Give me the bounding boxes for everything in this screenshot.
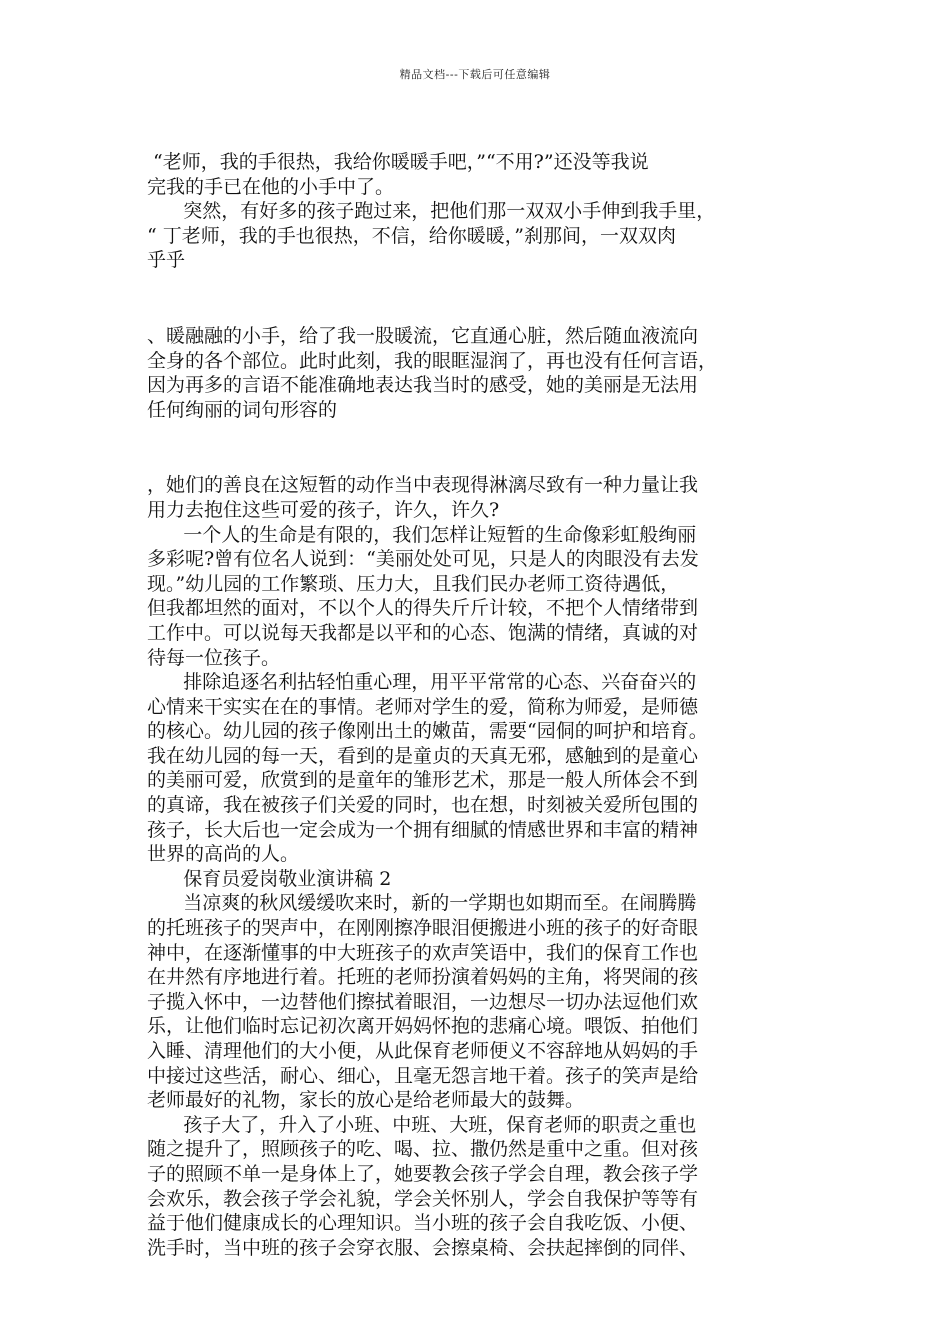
text-line: 多彩呢?曾有位名人说到：“美丽处处可见，只是人的肉眼没有去发 [147,548,699,571]
text-line: 任何绚丽的词句形容的 [147,398,338,421]
text-line: 孩子，长大后也一定会成为一个拥有细腻的情感世界和丰富的精神 [147,818,699,841]
text-line: 老师最好的礼物，家长的放心是给老师最大的鼓舞。 [147,1089,585,1112]
text-line: 益于他们健康成长的心理知识。当小班的孩子会自我吃饭、小便、 [147,1212,699,1235]
text-line: 但我都坦然的面对，不以个人的得失斤斤计较，不把个人情绪带到 [147,597,699,620]
text-line: 突然，有好多的孩子跑过来，把他们那一双双小手伸到我手里， [147,200,716,223]
text-line: 工作中。可以说每天我都是以平和的心态、饱满的情绪，真诚的对 [147,621,699,644]
text-line: 排除追逐名利拈轻怕重心理，用平平常常的心态、兴奋奋兴的 [147,671,697,694]
text-line: 心情来干实实在在的事情。老师对学生的爱，简称为师爱，是师德 [147,695,699,718]
text-line: “ 丁老师，我的手也很热，不信，给你暖暖，”刹那间，一双双肉 [147,224,676,247]
text-line: 在井然有序地进行着。托班的老师扮演着妈妈的主角，将哭闹的孩 [147,966,699,989]
text-line: 子揽入怀中，一边替他们擦拭着眼泪，一边想尽一切办法逗他们欢 [147,990,699,1013]
text-line: 的托班孩子的哭声中，在刚刚擦净眼泪便搬进小班的孩子的好奇眼 [147,917,699,940]
text-line: ，她们的善良在这短暂的动作当中表现得淋漓尽致有一种力量让我 [147,474,699,497]
text-line: 完我的手已在他的小手中了。 [147,175,395,198]
text-line: 现。”幼儿园的工作繁琐、压力大，且我们民办老师工资待遇低， [147,572,680,595]
text-line: 的真谛，我在被孩子们关爱的同时，也在想，时刻被关爱所包围的 [147,794,699,817]
text-line: 会欢乐，教会孩子学会礼貌，学会关怀别人，学会自我保护等等有 [147,1187,699,1210]
text-line: 乐，让他们临时忘记初次离开妈妈怀抱的悲痛心境。喂饭、拍他们 [147,1015,699,1038]
text-line: 子的照顾不单一是身体上了，她要教会孩子学会自理，教会孩子学 [147,1162,699,1185]
text-line: 孩子大了，升入了小班、中班、大班，保育老师的职责之重也 [147,1113,697,1136]
text-line: 用力去抱住这些可爱的孩子，许久，许久? [147,498,500,521]
text-line: 因为再多的言语不能准确地表达我当时的感受，她的美丽是无法用 [147,374,699,397]
text-line: “老师，我的手很热，我给你暖暖手吧，”“不用?”还没等我说 [147,151,649,173]
text-line: 待每一位孩子。 [147,646,281,669]
text-line: 乎乎 [147,249,186,272]
text-line: 、暖融融的小手，给了我一股暖流，它直通心脏，然后随血液流向 [147,324,699,347]
text-line: 当凉爽的秋风缓缓吹来时，新的一学期也如期而至。在闹腾腾 [147,892,697,915]
document-body [147,150,827,1260]
paragraph-gap [147,422,827,473]
text-line: 入睡、清理他们的大小便，从此保育老师便义不容辞地从妈妈的手 [147,1040,699,1062]
text-line: 的美丽可爱，欣赏到的是童年的雏形艺术，那是一般人所体会不到 [147,769,699,792]
page-header: 精品文档---下载后可任意编辑 [399,68,551,81]
text-line: 神中，在逐渐懂事的中大班孩子的欢声笑语中，我们的保育工作也 [147,941,699,964]
paragraph-gap [147,273,827,324]
text-line: 洗手时，当中班的孩子会穿衣服、会擦桌椅、会扶起摔倒的同伴、 [147,1236,699,1259]
text-line: 随之提升了，照顾孩子的吃、喝、拉、撒仍然是重中之重。但对孩 [147,1138,699,1161]
text-line: 的核心。幼儿园的孩子像刚出土的嫩苗，需要“园侗的呵护和培育。 [147,720,708,743]
text-line: 我在幼儿园的每一天，看到的是童贞的天真无邪，感触到的是童心 [147,744,699,767]
text-line: 世界的高尚的人。 [147,843,300,866]
text-line: 一个人的生命是有限的，我们怎样让短暂的生命像彩虹般绚丽 [147,523,697,546]
text-line: 中接过这些活，耐心、细心，且毫无怨言地干着。孩子的笑声是给 [147,1064,699,1087]
text-line: 全身的各个部位。此时此刻，我的眼眶湿润了，再也没有任何言语， [147,349,718,372]
section-title: 保育员爱岗敬业演讲稿 2 [147,867,392,890]
